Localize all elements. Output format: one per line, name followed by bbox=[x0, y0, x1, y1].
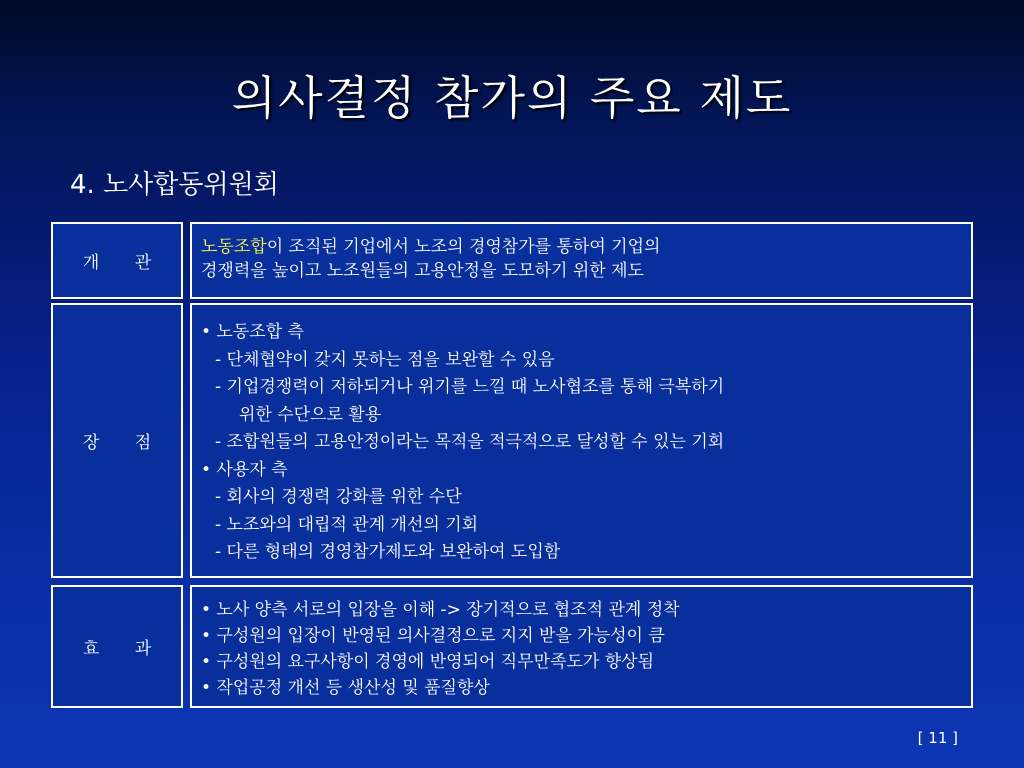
advantages-bullet-employer: • 사용자 측 bbox=[201, 459, 288, 480]
section-heading: 4. 노사합동위원회 bbox=[70, 170, 279, 200]
advantages-label-cell bbox=[51, 303, 183, 578]
advantages-item: - 노조와의 대립적 관계 개선의 기회 bbox=[215, 514, 479, 535]
advantages-item: - 기업경쟁력이 저하되거나 위기를 느낄 때 노사협조를 통해 극복하기 bbox=[215, 377, 725, 397]
advantages-item-continued: 위한 수단으로 활용 bbox=[239, 404, 382, 425]
effects-item: • 노사 양측 서로의 입장을 이해 -> 장기적으로 협조적 관계 정착 bbox=[201, 600, 680, 620]
advantages-bullet-union: • 노동조합 측 bbox=[201, 322, 304, 342]
overview-label: 개 관 bbox=[82, 253, 152, 273]
effects-label-cell bbox=[51, 585, 183, 708]
effects-item: • 구성원의 입장이 반영된 의사결정으로 지지 받을 가능성이 큼 bbox=[201, 626, 665, 646]
advantages-item: - 단체협약이 갖지 못하는 점을 보완할 수 있음 bbox=[215, 349, 555, 370]
overview-line-1 bbox=[201, 235, 961, 259]
effects-item: • 작업공정 개선 등 생산성 및 품질향상 bbox=[201, 678, 490, 698]
effects-content-cell bbox=[190, 585, 973, 708]
effects-item: • 구성원의 요구사항이 경영에 반영되어 직무만족도가 향상됨 bbox=[201, 652, 654, 672]
advantages-label: 장 점 bbox=[82, 433, 152, 453]
advantages-item: - 다른 형태의 경영참가제도와 보완하여 도입함 bbox=[215, 542, 561, 562]
overview-highlight: 노동조합 bbox=[201, 237, 267, 257]
effects-label: 효 과 bbox=[82, 639, 152, 659]
advantages-item: - 회사의 경쟁력 강화를 위한 수단 bbox=[215, 487, 462, 507]
overview-label-cell bbox=[51, 222, 183, 299]
page-number: [ 11 ] bbox=[917, 729, 958, 747]
overview-content-cell bbox=[190, 222, 973, 299]
slide-title: 의사결정 참가의 주요 제도 bbox=[231, 71, 793, 125]
overview-line-1-text: 이 조직된 기업에서 노조의 경영참가를 통하여 기업의 bbox=[266, 237, 661, 257]
advantages-content-cell bbox=[190, 303, 973, 578]
advantages-item: - 조합원들의 고용안정이라는 목적을 적극적으로 달성할 수 있는 기회 bbox=[215, 432, 725, 452]
overview-line-2: 경쟁력을 높이고 노조원들의 고용안정을 도모하기 위한 제도 bbox=[201, 261, 644, 281]
